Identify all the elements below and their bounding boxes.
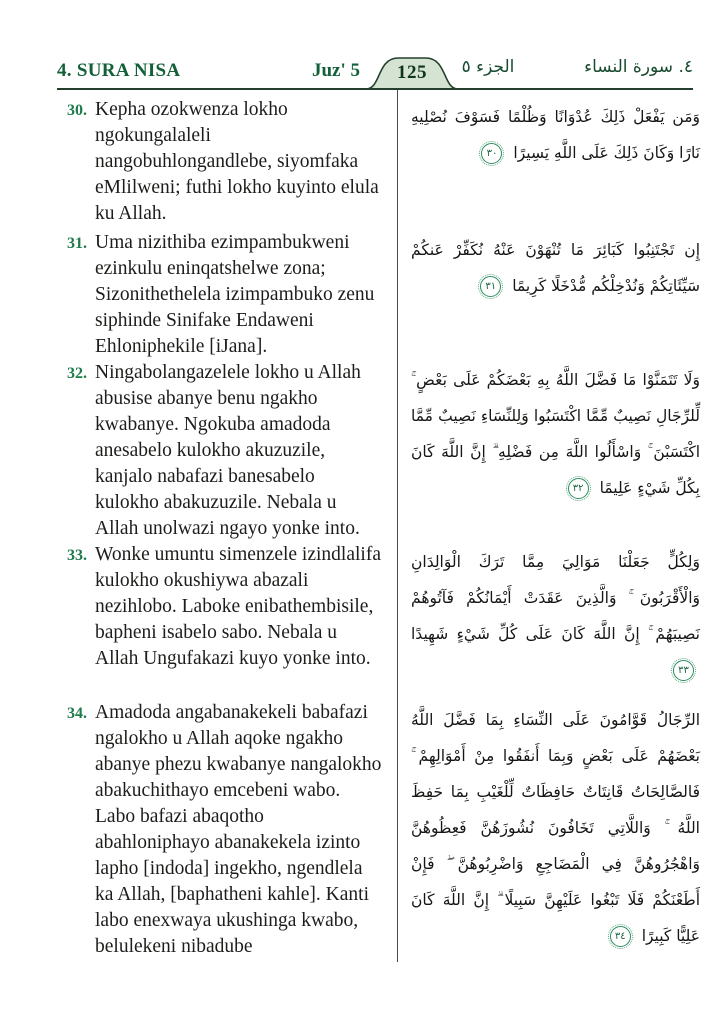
translation-block	[57, 97, 397, 227]
arabic-block	[397, 230, 700, 304]
translation-text: Ningabolangazelele lokho u Allah abusise abanye benu ngakho kwabanye. Ngokuba amadoda anesabelo kulokho akuzuzile, kanjalo nabafazi banesabelo kulokho abakuzuzile. Nebala u Allah unolwazi ngayo yonke into.	[95, 362, 361, 539]
sura-title-arabic: ٤. سورة النساء	[584, 57, 693, 77]
verse-row-32	[57, 360, 700, 542]
arabic-text	[411, 99, 700, 171]
translation-block	[57, 360, 397, 542]
page-number: 125	[397, 62, 427, 83]
arabic-block	[397, 700, 700, 954]
translation-block	[57, 230, 397, 360]
translation-text: Uma nizithiba ezimpambukweni ezinkulu eninqatshelwe zona; Sizonithethelela izimpambuko zenu siphinde Sinifake Endaweni Ehloniphekile [iJana].	[95, 232, 375, 357]
verse-row-31	[57, 230, 700, 360]
verse-end-marker: ٣٣	[673, 660, 694, 681]
verse-end-marker: ٣١	[480, 276, 501, 297]
verse-number: 34.	[67, 705, 87, 722]
arabic-text	[411, 232, 700, 304]
sura-title: 4. SURA NISA	[57, 60, 181, 81]
arabic-verse: وَمَن يَفْعَلْ ذَلِكَ عُدْوَانًا وَظُلْمًا فَسَوْفَ نُصْلِيهِ نَارًا وَكَانَ ذَلِكَ عَلَى اللَّهِ يَسِيرًا	[411, 108, 700, 162]
translation-block	[57, 542, 397, 672]
arabic-verse: وَلِكُلٍّ جَعَلْنَا مَوَالِيَ مِمَّا تَرَكَ الْوَالِدَانِ وَالْأَقْرَبُونَ ۚ وَالَّذِينَ عَقَدَتْ أَيْمَانُكُمْ فَآتُوهُمْ نَصِيبَهُمْ ۚ إِنَّ اللَّهَ كَانَ عَلَى كُلِّ شَيْءٍ شَهِيدًا	[411, 553, 700, 643]
verse-row-33	[57, 542, 700, 700]
verse-row-34	[57, 700, 700, 970]
verse-number: 32.	[67, 365, 87, 382]
verse-number: 30.	[67, 102, 87, 119]
page-number-tab	[366, 55, 458, 90]
verse-end-marker: ٣٢	[568, 478, 589, 499]
verse-number: 33.	[67, 547, 87, 564]
arabic-block	[397, 360, 700, 506]
arabic-verse: وَلَا تَتَمَنَّوْا مَا فَضَّلَ اللَّهُ بِهِ بَعْضَكُمْ عَلَى بَعْضٍ ۚ لِّلرِّجَالِ نَصِيبٌ مِّمَّا اكْتَسَبُوا وَلِلنِّسَاءِ نَصِيبٌ مِّمَّا اكْتَسَبْنَ ۚ وَاسْأَلُوا اللَّهَ مِن فَضْلِهِ ۗ إِنَّ اللَّهَ كَانَ بِكُلِّ شَيْءٍ عَلِيمًا	[411, 371, 700, 497]
arabic-verse: الرِّجَالُ قَوَّامُونَ عَلَى النِّسَاءِ بِمَا فَضَّلَ اللَّهُ بَعْضَهُمْ عَلَى بَعْضٍ وَبِمَا أَنفَقُوا مِنْ أَمْوَالِهِمْ ۚ فَالصَّالِحَاتُ قَانِتَاتٌ حَافِظَاتٌ لِّلْغَيْبِ بِمَا حَفِظَ اللَّهُ ۚ وَاللَّاتِي تَخَافُونَ نُشُوزَهُنَّ فَعِظُوهُنَّ وَاهْجُرُوهُنَّ فِي الْمَضَاجِعِ وَاضْرِبُوهُنَّ ۖ فَإِنْ أَطَعْنَكُمْ فَلَا تَبْغُوا عَلَيْهِنَّ سَبِيلًا ۗ إِنَّ اللَّهَ كَانَ عَلِيًّا كَبِيرًا	[411, 711, 700, 945]
translation-text: Wonke umuntu simenzele izindlalifa kulokho okushiywa abazali nezihlobo. Laboke enibathembisile, bapheni isabelo sabo. Nebala u Allah Ungufakazi kuyo yonke into.	[95, 544, 381, 669]
verses-content	[57, 97, 700, 970]
arabic-block	[397, 97, 700, 171]
translation-block	[57, 700, 397, 960]
verse-number: 31.	[67, 235, 87, 252]
arabic-verse: إِن تَجْتَنِبُوا كَبَائِرَ مَا تُنْهَوْنَ عَنْهُ نُكَفِّرْ عَنكُمْ سَيِّئَاتِكُمْ وَنُدْخِلْكُم مُّدْخَلًا كَرِيمًا	[411, 241, 700, 295]
arabic-block	[397, 542, 700, 688]
header-rule	[57, 88, 693, 90]
juz-label-arabic: الجزء ٥	[461, 57, 515, 77]
translation-text: Kepha ozokwenza lokho ngokungalaleli nangobuhlongandlebe, siyomfaka eMlilweni; futhi lokho kuyinto elula ku Allah.	[95, 99, 379, 224]
juz-label: Juz' 5	[311, 60, 360, 81]
arabic-text	[411, 544, 700, 688]
arabic-text	[411, 702, 700, 954]
arabic-text	[411, 362, 700, 506]
verse-end-marker: ٣٤	[610, 926, 631, 947]
verse-end-marker: ٣٠	[481, 143, 502, 164]
verse-row-30	[57, 97, 700, 230]
translation-text: Amadoda angabanakekeli babafazi ngalokho u Allah aqoke ngakho abanye phezu kwabanye nangalokho abakuchithayo emcebeni wabo. Labo bafazi abaqotho abahloniphayo abanakekela izinto lapho [indoda] ingekho, ngendlela ka Allah, [baphatheni kahle]. Kanti labo enexwaya ukushinga kwabo, belulekeni nibadube	[95, 702, 382, 957]
